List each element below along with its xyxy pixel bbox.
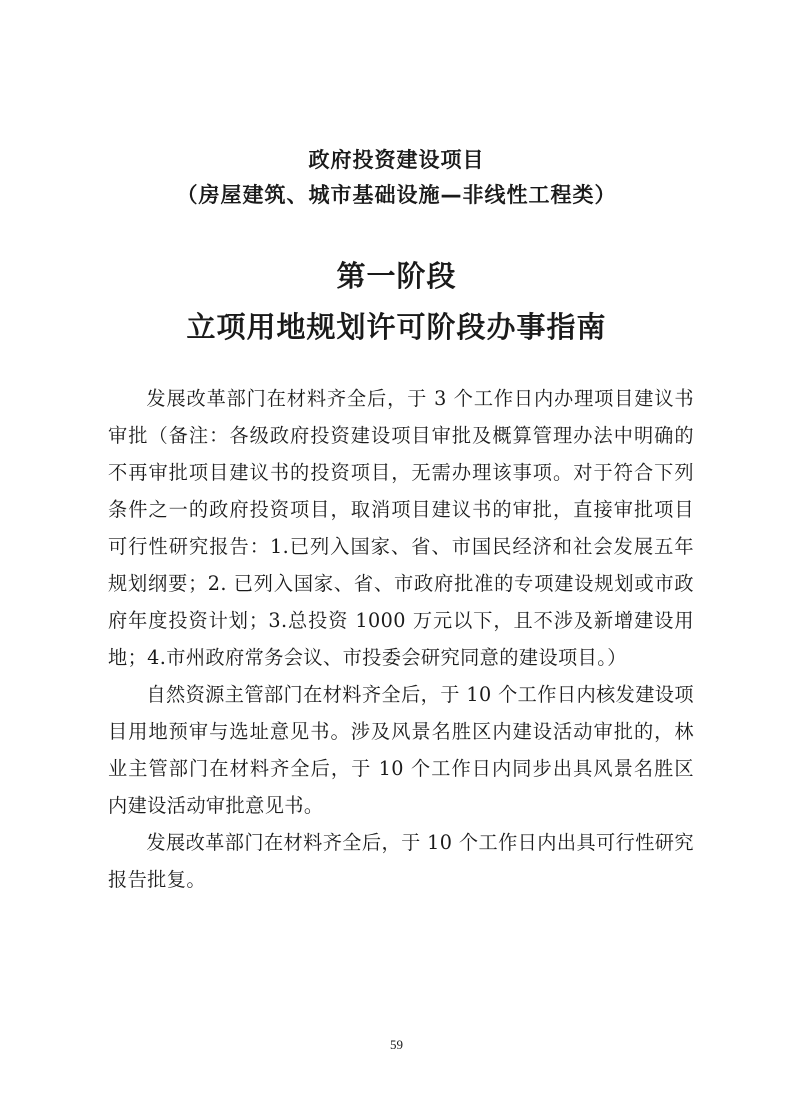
document-subtitle: （房屋建筑、城市基础设施—非线性工程类） [176,183,617,207]
stage-heading: 第一阶段 [336,259,457,293]
paragraph: 发展改革部门在材料齐全后，于 3 个工作日内办理项目建议书审批（备注：各级政府投资建设项目审批及概算管理办法中明确的不再审批项目建议书的投资项目，无需办理该事项。对于符合下列条件之一的政府投资项目，取消项目建议书的审批，直接审批项目可行性研究报告：1.已列入国家、省、市国民经济和社会发展五年规划纲要；2. 已列入国家、省、市政府批准的专项建设规划或市政府年度投资计划；3.总投资 1000 万元以下，且不涉及新增建设用地；4.市州政府常务会议、市投委会研究同意的建设项目。） [108,387,694,669]
stage-subheading: 立项用地规划许可阶段办事指南 [186,310,607,344]
paragraph: 自然资源主管部门在材料齐全后，于 10 个工作日内核发建设项目用地预审与选址意见书。涉及风景名胜区内建设活动审批的，林业主管部门在材料齐全后，于 10 个工作日内同步出具风景名胜区内建设活动审批意见书。 [108,683,694,817]
paragraph: 发展改革部门在材料齐全后，于 10 个工作日内出具可行性研究报告批复。 [108,831,694,891]
page-number: 59 [390,1037,403,1052]
document-title: 政府投资建设项目 [308,148,485,172]
body-text [108,380,694,898]
